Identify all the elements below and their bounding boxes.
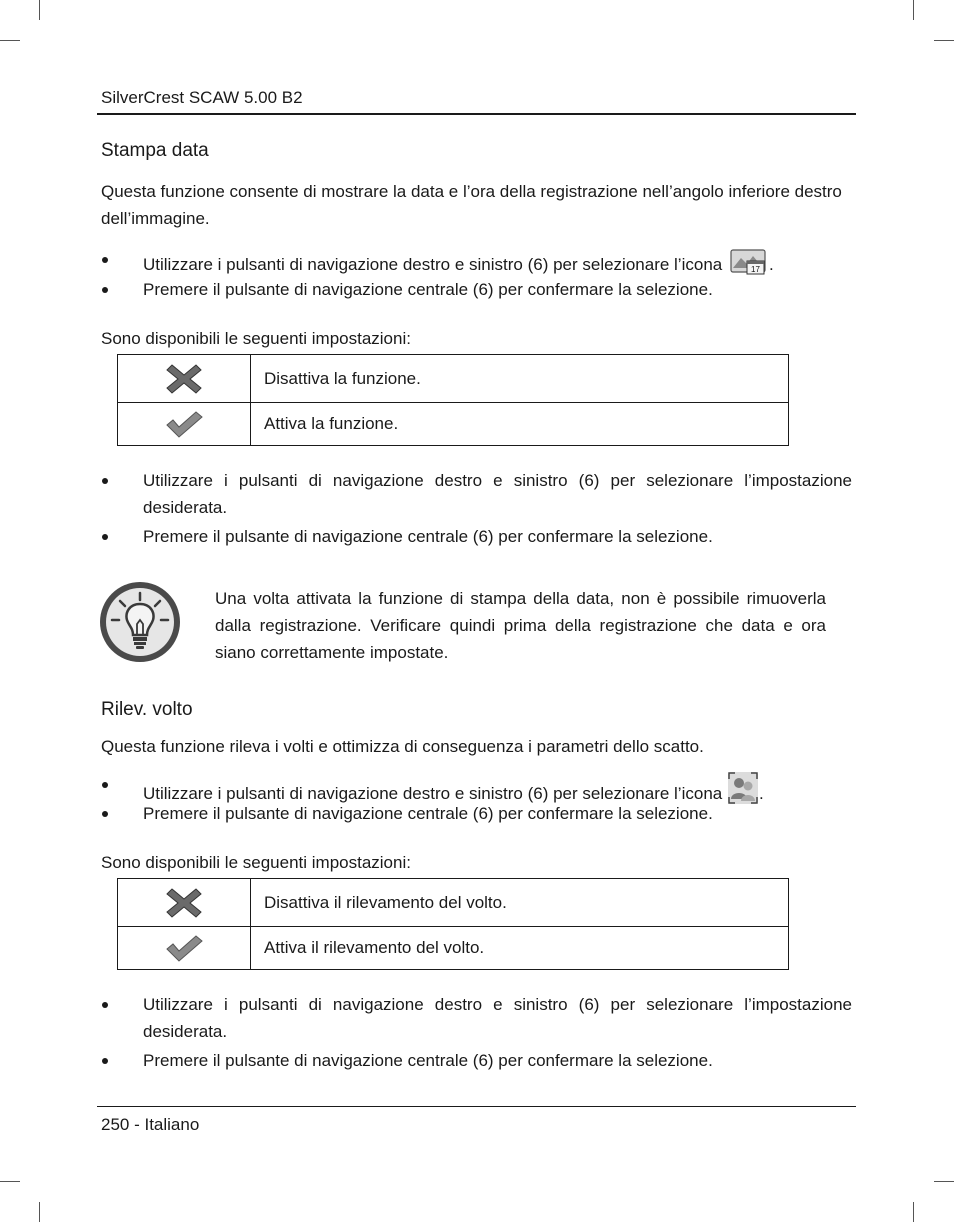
list-item-text: Utilizzare i pulsanti di navigazione destro e sinistro (6) per selezionare l’icona	[143, 255, 723, 274]
table-row	[118, 927, 789, 970]
section-intro: Questa funzione rileva i volti e ottimizza di conseguenza i parametri dello scatto.	[101, 737, 704, 756]
option-icon-cell	[118, 927, 251, 970]
settings-intro: Sono disponibili le seguenti impostazioni:	[101, 329, 411, 348]
list-item-text: Premere il pulsante di navigazione centrale (6) per confermare la selezione.	[143, 804, 713, 823]
list-item	[101, 523, 852, 550]
table-row	[118, 403, 789, 446]
crop-mark	[39, 1202, 40, 1222]
section-heading: Rilev. volto	[101, 699, 193, 720]
footer-rule	[97, 1106, 856, 1107]
list-item	[101, 991, 852, 1045]
list-item: Utilizzare i pulsanti di navigazione destro e sinistro (6) per selezionare l’icona .	[101, 771, 852, 798]
option-label: Attiva la funzione.	[251, 403, 789, 446]
section-intro: Questa funzione consente di mostrare la data e l’ora della registrazione nell’angolo inferiore destro dell’immagine.	[101, 182, 842, 228]
option-icon-cell	[118, 403, 251, 446]
list-item	[101, 1047, 852, 1074]
table-row	[118, 879, 789, 927]
settings-table	[117, 354, 789, 446]
option-label: Disattiva il rilevamento del volto.	[251, 879, 789, 927]
list-item-text: Utilizzare i pulsanti di navigazione destro e sinistro (6) per selezionare l’impostazione desiderata.	[143, 471, 852, 517]
document-header: SilverCrest SCAW 5.00 B2	[101, 88, 303, 107]
list-item	[101, 467, 852, 521]
crop-mark	[0, 40, 20, 41]
list-item-text: Premere il pulsante di navigazione centrale (6) per confermare la selezione.	[143, 280, 713, 299]
crop-mark	[0, 1181, 20, 1182]
list-item-text: Utilizzare i pulsanti di navigazione destro e sinistro (6) per selezionare l’impostazione desiderata.	[143, 995, 852, 1041]
list-item	[101, 276, 852, 303]
check-icon	[164, 409, 204, 439]
crop-mark	[39, 0, 40, 20]
option-icon-cell	[118, 355, 251, 403]
list-item: Utilizzare i pulsanti di navigazione destro e sinistro (6) per selezionare l’icona 17 .	[101, 246, 852, 273]
option-icon-cell	[118, 879, 251, 927]
note-text: Una volta attivata la funzione di stampa della data, non è possibile rimuoverla dalla registrazione. Verificare quindi prima della registrazione che data e ora siano correttamente impostate.	[215, 589, 826, 662]
lightbulb-icon	[98, 580, 182, 669]
cross-icon	[164, 361, 204, 397]
crop-mark	[934, 1181, 954, 1182]
settings-table	[117, 878, 789, 970]
settings-intro: Sono disponibili le seguenti impostazioni:	[101, 853, 411, 872]
calendar-day-text: 17	[751, 265, 760, 274]
list-item	[101, 800, 852, 827]
cross-icon	[164, 885, 204, 921]
page-number: 250 - Italiano	[101, 1115, 200, 1134]
check-icon	[164, 933, 204, 963]
crop-mark	[913, 1202, 914, 1222]
list-item-text: Premere il pulsante di navigazione centrale (6) per confermare la selezione.	[143, 1051, 713, 1070]
section-heading: Stampa data	[101, 140, 209, 161]
list-item-text: Utilizzare i pulsanti di navigazione destro e sinistro (6) per selezionare l’icona	[143, 784, 723, 803]
table-row	[118, 355, 789, 403]
list-item-text: Premere il pulsante di navigazione centrale (6) per confermare la selezione.	[143, 527, 713, 546]
header-rule	[97, 113, 856, 115]
crop-mark	[913, 0, 914, 20]
option-label: Disattiva la funzione.	[251, 355, 789, 403]
option-label: Attiva il rilevamento del volto.	[251, 927, 789, 970]
crop-mark	[934, 40, 954, 41]
